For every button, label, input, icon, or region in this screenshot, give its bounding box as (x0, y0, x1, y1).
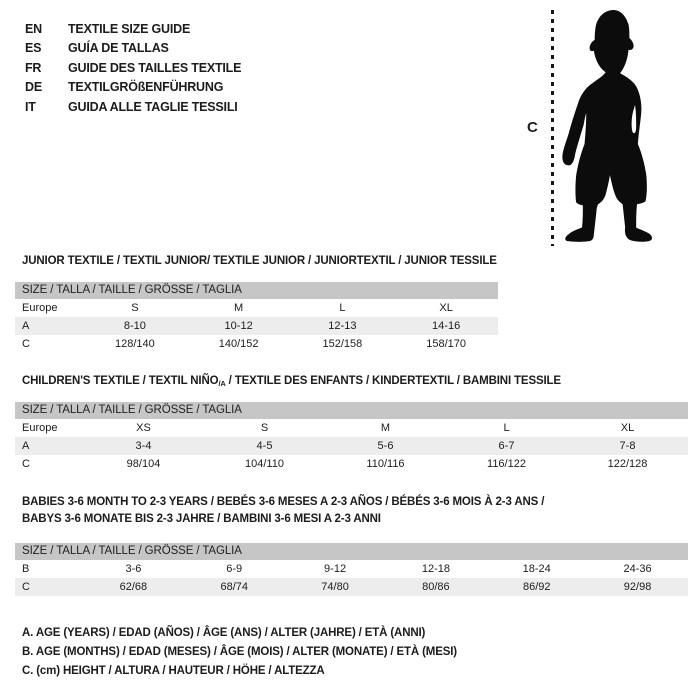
table-cell: S (260, 422, 269, 434)
language-title: GUIDA ALLE TAGLIE TESSILI (68, 99, 238, 114)
table-cell: 74/80 (321, 581, 349, 593)
legend-line-a: A. AGE (YEARS) / EDAD (AÑOS) / ÂGE (ANS) / ALTER (JAHRE) / ETÀ (ANNI) (22, 627, 426, 639)
table-cell: 128/140 (114, 338, 155, 350)
table-cell: L (503, 422, 510, 434)
language-row (25, 39, 241, 58)
table-cell: 14-16 (432, 320, 461, 332)
table-cell: 152/158 (322, 338, 363, 350)
section-title-line: BABIES 3-6 MONTH TO 2-3 YEARS / BEBÉS 3-6 MESES A 2-3 AÑOS / BÉBÉS 3-6 MOIS À 2-3 ANS / (22, 496, 545, 508)
toddler-silhouette-icon (560, 8, 670, 246)
table-cell: 24-36 (623, 563, 652, 575)
table-cell: 98/104 (126, 458, 161, 470)
table-row (15, 299, 498, 317)
table-row (15, 335, 498, 353)
language-code: FR (25, 60, 42, 75)
measure-label-c: C (527, 119, 538, 136)
table-cell: S (131, 302, 139, 314)
table-cell: 9-12 (324, 563, 347, 575)
table-cell: XS (136, 422, 151, 434)
section-title-junior: JUNIOR TEXTILE / TEXTIL JUNIOR/ TEXTILE JUNIOR / JUNIORTEXTIL / JUNIOR TESSILE (22, 255, 497, 267)
table-row (15, 419, 688, 437)
table-cell: 5-6 (377, 440, 394, 452)
language-row (25, 59, 241, 78)
row-label: Europe (22, 302, 58, 314)
language-list (25, 20, 241, 117)
size-table-header: SIZE / TALLA / TAILLE / GRÖSSE / TAGLIA (15, 402, 688, 419)
table-cell: 62/68 (119, 581, 148, 593)
table-cell: 80/86 (422, 581, 450, 593)
section-title-text: CHILDREN'S TEXTILE / TEXTIL NIÑO (22, 375, 219, 387)
table-cell: L (339, 302, 346, 314)
size-table-junior (15, 282, 498, 353)
table-row (15, 560, 688, 578)
section-title-text: / TEXTILE DES ENFANTS / KINDERTEXTIL / BAMBINI TESSILE (225, 375, 561, 387)
table-cell: 12-18 (421, 563, 450, 575)
table-cell: 116/122 (487, 458, 526, 470)
language-code: IT (25, 99, 36, 114)
language-title: TEXTILGRÖßENFÜHRUNG (68, 80, 224, 95)
language-row (25, 78, 241, 97)
legend-line-c: C. (cm) HEIGHT / ALTURA / HAUTEUR / HÖHE / ALTEZZA (22, 664, 325, 677)
table-cell: 110/116 (366, 458, 405, 470)
section-title-line: BABYS 3-6 MONATE BIS 2-3 JAHRE / BAMBINI 3-6 MESI A 2-3 ANNI (22, 512, 381, 525)
row-label: B (22, 563, 30, 575)
language-title: GUIDE DES TAILLES TEXTILE (68, 60, 242, 75)
language-code: DE (25, 80, 42, 95)
language-code: EN (25, 22, 42, 36)
table-cell: 12-13 (328, 320, 357, 332)
language-row (25, 20, 241, 39)
size-table-header: SIZE / TALLA / TAILLE / GRÖSSE / TAGLIA (15, 543, 688, 560)
row-label: A (22, 440, 30, 452)
table-cell: M (380, 422, 391, 434)
table-cell: 7-8 (619, 440, 636, 452)
section-title-children (22, 375, 561, 388)
table-cell: 8-10 (123, 320, 146, 332)
table-cell: 6-7 (498, 440, 515, 452)
legend-line-b: B. AGE (MONTHS) / EDAD (MESES) / ÂGE (MOIS) / ALTER (MONATE) / ETÀ (MESI) (22, 645, 457, 658)
table-cell: XL (620, 422, 635, 434)
table-cell: 86/92 (522, 581, 551, 593)
table-row (15, 317, 498, 335)
table-cell: 6-9 (226, 563, 243, 575)
size-table-children (15, 402, 688, 473)
table-cell: 122/128 (607, 458, 648, 470)
row-label: Europe (22, 422, 58, 434)
language-title: GUÍA DE TALLAS (68, 41, 169, 56)
height-measure-dashed-line (551, 10, 554, 246)
table-cell: 92/98 (623, 581, 652, 593)
section-title-babies (22, 494, 544, 527)
table-row (15, 455, 688, 473)
table-cell: 68/74 (220, 581, 248, 593)
table-cell: 3-4 (135, 440, 152, 452)
row-label: C (22, 458, 30, 470)
table-cell: 3-6 (125, 563, 142, 575)
table-cell: 104/110 (245, 458, 284, 470)
row-label: C (22, 338, 30, 350)
table-cell: 10-12 (224, 320, 253, 332)
section-title-subscript: /A (218, 379, 226, 388)
table-cell: 18-24 (522, 563, 551, 575)
row-label: C (22, 581, 30, 593)
table-row (15, 437, 688, 455)
size-table-header: SIZE / TALLA / TAILLE / GRÖSSE / TAGLIA (15, 282, 498, 299)
language-title: TEXTILE SIZE GUIDE (68, 22, 191, 36)
table-cell: 140/152 (218, 338, 259, 350)
language-row (25, 98, 241, 117)
table-cell: XL (439, 302, 453, 314)
table-cell: 158/170 (426, 338, 466, 350)
language-code: ES (25, 41, 42, 56)
table-cell: M (234, 302, 244, 314)
table-cell: 4-5 (256, 440, 273, 452)
table-row (15, 578, 688, 596)
row-label: A (22, 320, 30, 332)
legend (22, 624, 457, 680)
size-table-babies (15, 543, 688, 596)
